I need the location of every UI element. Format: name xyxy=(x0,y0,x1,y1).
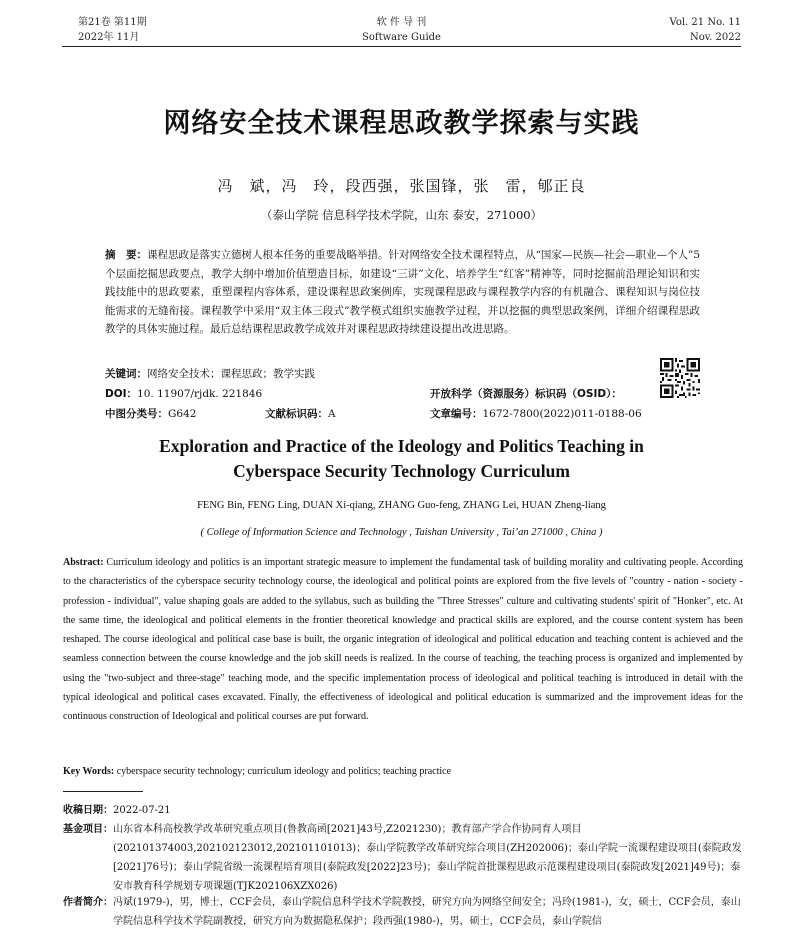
qr-code-icon xyxy=(660,358,700,398)
abstract-en-label: Abstract: xyxy=(63,557,104,568)
abstract-en xyxy=(63,553,743,727)
header-date-en: Nov. 2022 xyxy=(689,32,741,43)
paper-title-cn: 网络安全技术课程思政教学探索与实践 xyxy=(163,108,640,139)
osid xyxy=(430,386,622,401)
received-date-label: 收稿日期： xyxy=(63,805,113,816)
article-number xyxy=(430,406,642,421)
keywords-en-text: cyberspace security technology; curriculum ideology and politics; teaching practice xyxy=(114,766,452,777)
header-volume-issue-en: Vol. 21 No. 11 xyxy=(669,17,741,28)
keywords-en xyxy=(63,766,451,777)
clc-number xyxy=(105,406,196,421)
footnote-rule xyxy=(63,791,143,792)
affiliation-cn: （泰山学院 信息科学技术学院，山东 泰安，271000） xyxy=(260,208,543,222)
header-date: 2022年 11月 xyxy=(78,32,140,43)
author-bio-label: 作者简介： xyxy=(63,897,113,908)
document-code-label: 文献标识码： xyxy=(265,408,328,420)
doi-text: 10. 11907/rjdk. 221846 xyxy=(137,388,263,400)
header-volume-en xyxy=(670,15,741,45)
author-bio-text: 冯斌(1979-)，男，博士，CCF会员，泰山学院信息科学技术学院教授，研究方向为网络空间安全；冯玲(1981-)，女，硕士，CCF会员，泰山学院信息科学技术学院副教授，研究方向为数据隐私保护；段西强(1980-)，男，硕士，CCF会员，泰山学院信 xyxy=(113,897,741,927)
doi xyxy=(105,386,262,401)
paper-title-en xyxy=(0,434,803,484)
received-date-text: 2022-07-21 xyxy=(113,805,171,816)
footnote-authors xyxy=(63,893,743,931)
authors-en: FENG Bin, FENG Ling, DUAN Xi-qiang, ZHANG Guo-feng, ZHANG Lei, HUAN Zheng-liang xyxy=(197,500,606,511)
keywords-cn-text: 网络安全技术；课程思政；教学实践 xyxy=(147,368,315,380)
paper-title-en-line1: Exploration and Practice of the Ideology and Politics Teaching in xyxy=(159,436,644,456)
footnote-received xyxy=(63,801,743,820)
header-volume-issue: 第21卷 第11期 xyxy=(78,17,147,28)
osid-label: 开放科学（资源服务）标识码（OSID）： xyxy=(430,388,622,400)
clc-label: 中图分类号： xyxy=(105,408,168,420)
document-code-text: A xyxy=(328,408,336,420)
abstract-cn-text: 课程思政是落实立德树人根本任务的重要战略举措。针对网络安全技术课程特点，从“国家—民族—社会—职业—个人”5个层面挖掘思政要点，教学大纲中增加价值塑造目标，如建设“三讲”文化、培养学生“红客”精神等，同时挖掘前沿理论知识和实践技能中的思政要素，重塑课程内容体系，建设课程思政案例库，实现课程思政与课程教学内容的有机融合、课程知识与岗位技能需求的无缝衔接。课程教学中采用“双主体三段式”教学模式组织实施教学过程，并以挖掘的典型思政案例，详细介绍课程思政教学的具体实施过程。最后总结课程思政教学成效并对课程思政持续建设提出改进思路。 xyxy=(105,249,701,336)
abstract-en-text: Curriculum ideology and politics is an important strategic measure to implement the fundamental task of building morality and cultivating people. According to the characteristics of the cyberspace security technology course, the ideological and political points are explored from the five levels of "country - nation - society - profession - individual", value shaping goals are added to the syllabus, such as building the "Three Stresses" culture and cultivating students' spirit of "Honker", etc. At the same time, the ideological and political elements in the frontier theoretical knowledge and practical skills are explored, and the course content system has been reshaped. The course ideological and political case base is built, the organic integration of ideological and political education and teaching content is achieved and the seamless connection between the course knowledge and the job skill needs is realized. In the course of teaching, the teaching process is organized and implemented by using the "two-subject and three-stage" teaching mode, and the specific implementation process of ideological and political teaching is introduced in detail with the typical ideological and political cases excavated. Finally, the effectiveness of ideological and political education is summarized and the improvement ideas for the continuous construction of Ideological and political courses are put forward. xyxy=(63,557,743,723)
article-number-label: 文章编号： xyxy=(430,408,483,420)
header-journal-cn: 软 件 导 刊 xyxy=(376,17,427,28)
article-number-text: 1672-7800(2022)011-0188-06 xyxy=(482,408,642,420)
clc-text: G642 xyxy=(168,408,197,420)
header-rule xyxy=(62,46,741,47)
funding-label: 基金项目： xyxy=(63,824,113,835)
header-journal-en: Software Guide xyxy=(362,32,441,43)
footnote-funding xyxy=(63,820,743,896)
keywords-cn-label: 关键词： xyxy=(105,368,147,380)
affiliation-en: ( College of Information Science and Technology , Taishan University , Tai’an 271000 , China ) xyxy=(200,527,603,538)
doi-label: DOI： xyxy=(105,388,138,400)
paper-title-en-line2: Cyberspace Security Technology Curriculum xyxy=(233,461,570,481)
document-code xyxy=(265,406,336,421)
keywords-en-label: Key Words: xyxy=(63,766,115,777)
keywords-cn xyxy=(105,366,315,381)
authors-cn: 冯 斌，冯 玲，段西强，张国锋，张 雷，郇正良 xyxy=(217,177,586,195)
abstract-cn xyxy=(105,246,700,339)
funding-text: 山东省本科高校教学改革研究重点项目(鲁教高函[2021]43号,Z2021230)；教育部产学合作协同育人项目(202101374003,202102123012,202101101013)；泰山学院教学改革研究综合项目(ZH202006)；泰山学院一流课程建设项目(泰院政发[2021]76号)；泰山学院省级一流课程培育项目(泰院政发[2022]23号)；泰山学院首批课程思政示范课程建设项目(泰院政发[2021]49号)；泰安市教育科学规划专项课题(TJK202106XZX026) xyxy=(113,824,742,892)
abstract-cn-label: 摘 要： xyxy=(105,249,148,261)
